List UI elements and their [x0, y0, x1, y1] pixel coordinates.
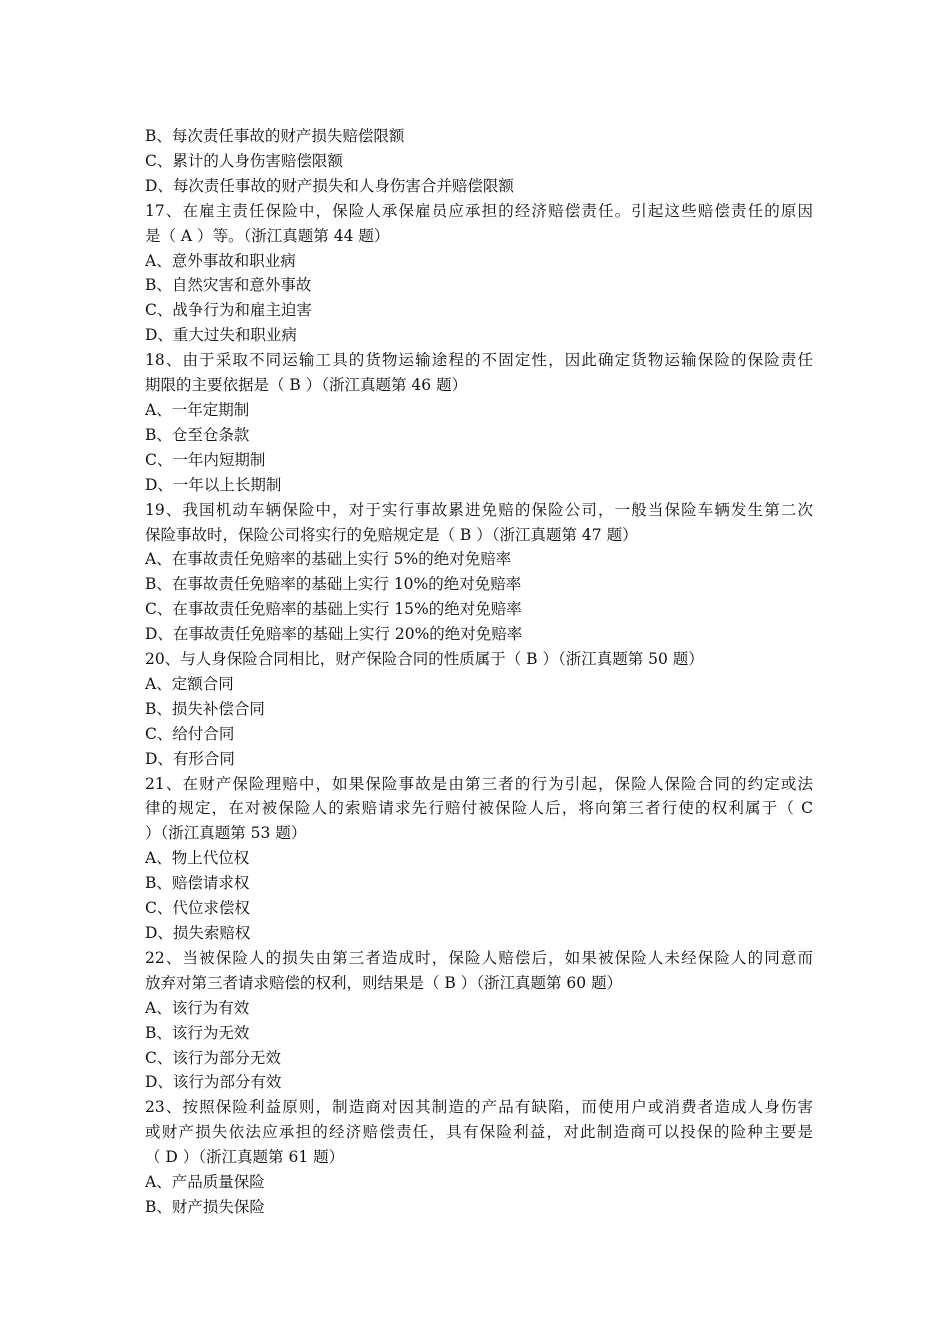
question-21-line-1: 21、在财产保险理赔中，如果保险事故是由第三者的行为引起，保险人保险合同的约定或法 — [145, 774, 813, 793]
option-19d: D、在事故责任免赔率的基础上实行 20%的绝对免赔率 — [145, 625, 523, 644]
question-20: 20、与人身保险合同相比，财产保险合同的性质属于（ B ）（浙江真题第 50 题） — [145, 650, 704, 669]
question-23-line-1: 23、按照保险利益原则，制造商对因其制造的产品有缺陷，而使用户或消费者造成人身伤害 — [145, 1098, 813, 1117]
option-18c: C、一年内短期制 — [145, 450, 266, 469]
option-21c: C、代位求偿权 — [145, 899, 250, 918]
option-20b: B、损失补偿合同 — [145, 699, 265, 718]
question-23-line-2: 或财产损失依法应承担的经济赔偿责任，具有保险利益，对此制造商可以投保的险种主要是 — [145, 1123, 813, 1142]
option-23a: A、产品质量保险 — [145, 1173, 265, 1192]
option-21b: B、赔偿请求权 — [145, 874, 250, 893]
question-23-line-3: （ D ）（浙江真题第 61 题） — [145, 1148, 345, 1167]
option-17c: C、战争行为和雇主迫害 — [145, 301, 312, 320]
option-20c: C、给付合同 — [145, 724, 235, 743]
option-22d: D、该行为部分有效 — [145, 1073, 282, 1092]
document-body — [145, 124, 813, 1220]
option-16b: B、每次责任事故的财产损失赔偿限额 — [145, 127, 405, 145]
question-22-line-2: 放弃对第三者请求赔偿的权利，则结果是（ B ）（浙江真题第 60 题） — [145, 973, 623, 992]
question-18-line-1: 18、由于采取不同运输工具的货物运输途程的不固定性，因此确定货物运输保险的保险责任 — [145, 351, 813, 370]
option-21d: D、损失索赔权 — [145, 924, 251, 942]
option-20a: A、定额合同 — [145, 674, 234, 693]
option-19a: A、在事故责任免赔率的基础上实行 5%的绝对免赔率 — [145, 550, 512, 569]
question-21-line-2: 律的规定，在对被保险人的索赔请求先行赔付被保险人后，将向第三者行使的权利属于（ C — [145, 799, 813, 818]
option-23b: B、财产损失保险 — [145, 1197, 265, 1216]
question-19-line-2: 保险事故时，保险公司将实行的免赔规定是（ B ）（浙江真题第 47 题） — [145, 525, 638, 544]
option-21a: A、物上代位权 — [145, 849, 250, 868]
question-17-line-2: 是（ A ）等。（浙江真题第 44 题） — [145, 226, 390, 245]
option-16d: D、每次责任事故的财产损失和人身伤害合并赔偿限额 — [145, 176, 514, 195]
option-22a: A、该行为有效 — [145, 998, 250, 1017]
question-19-line-1: 19、我国机动车辆保险中，对于实行事故累进免赔的保险公司，一般当保险车辆发生第二次 — [145, 500, 813, 519]
option-17a: A、意外事故和职业病 — [145, 251, 296, 270]
option-18a: A、一年定期制 — [145, 400, 250, 419]
option-22c: C、该行为部分无效 — [145, 1048, 281, 1067]
question-17-line-1: 17、在雇主责任保险中，保险人承保雇员应承担的经济赔偿责任。引起这些赔偿责任的原因 — [145, 201, 813, 220]
option-17b: B、自然灾害和意外事故 — [145, 276, 312, 295]
option-20d: D、有形合同 — [145, 749, 235, 768]
question-22-line-1: 22、当被保险人的损失由第三者造成时，保险人赔偿后，如果被保险人未经保险人的同意而 — [145, 948, 813, 967]
question-18-line-2: 期限的主要依据是（ B ）（浙江真题第 46 题） — [145, 376, 468, 395]
option-19c: C、在事故责任免赔率的基础上实行 15%的绝对免赔率 — [145, 600, 522, 619]
option-19b: B、在事故责任免赔率的基础上实行 10%的绝对免赔率 — [145, 575, 522, 594]
option-16c: C、累计的人身伤害赔偿限额 — [145, 151, 343, 170]
question-21-line-3: ）（浙江真题第 53 题） — [145, 824, 307, 843]
option-17d: D、重大过失和职业病 — [145, 326, 297, 345]
option-18d: D、一年以上长期制 — [145, 475, 282, 494]
option-18b: B、仓至仓条款 — [145, 425, 250, 444]
option-22b: B、该行为无效 — [145, 1023, 250, 1042]
